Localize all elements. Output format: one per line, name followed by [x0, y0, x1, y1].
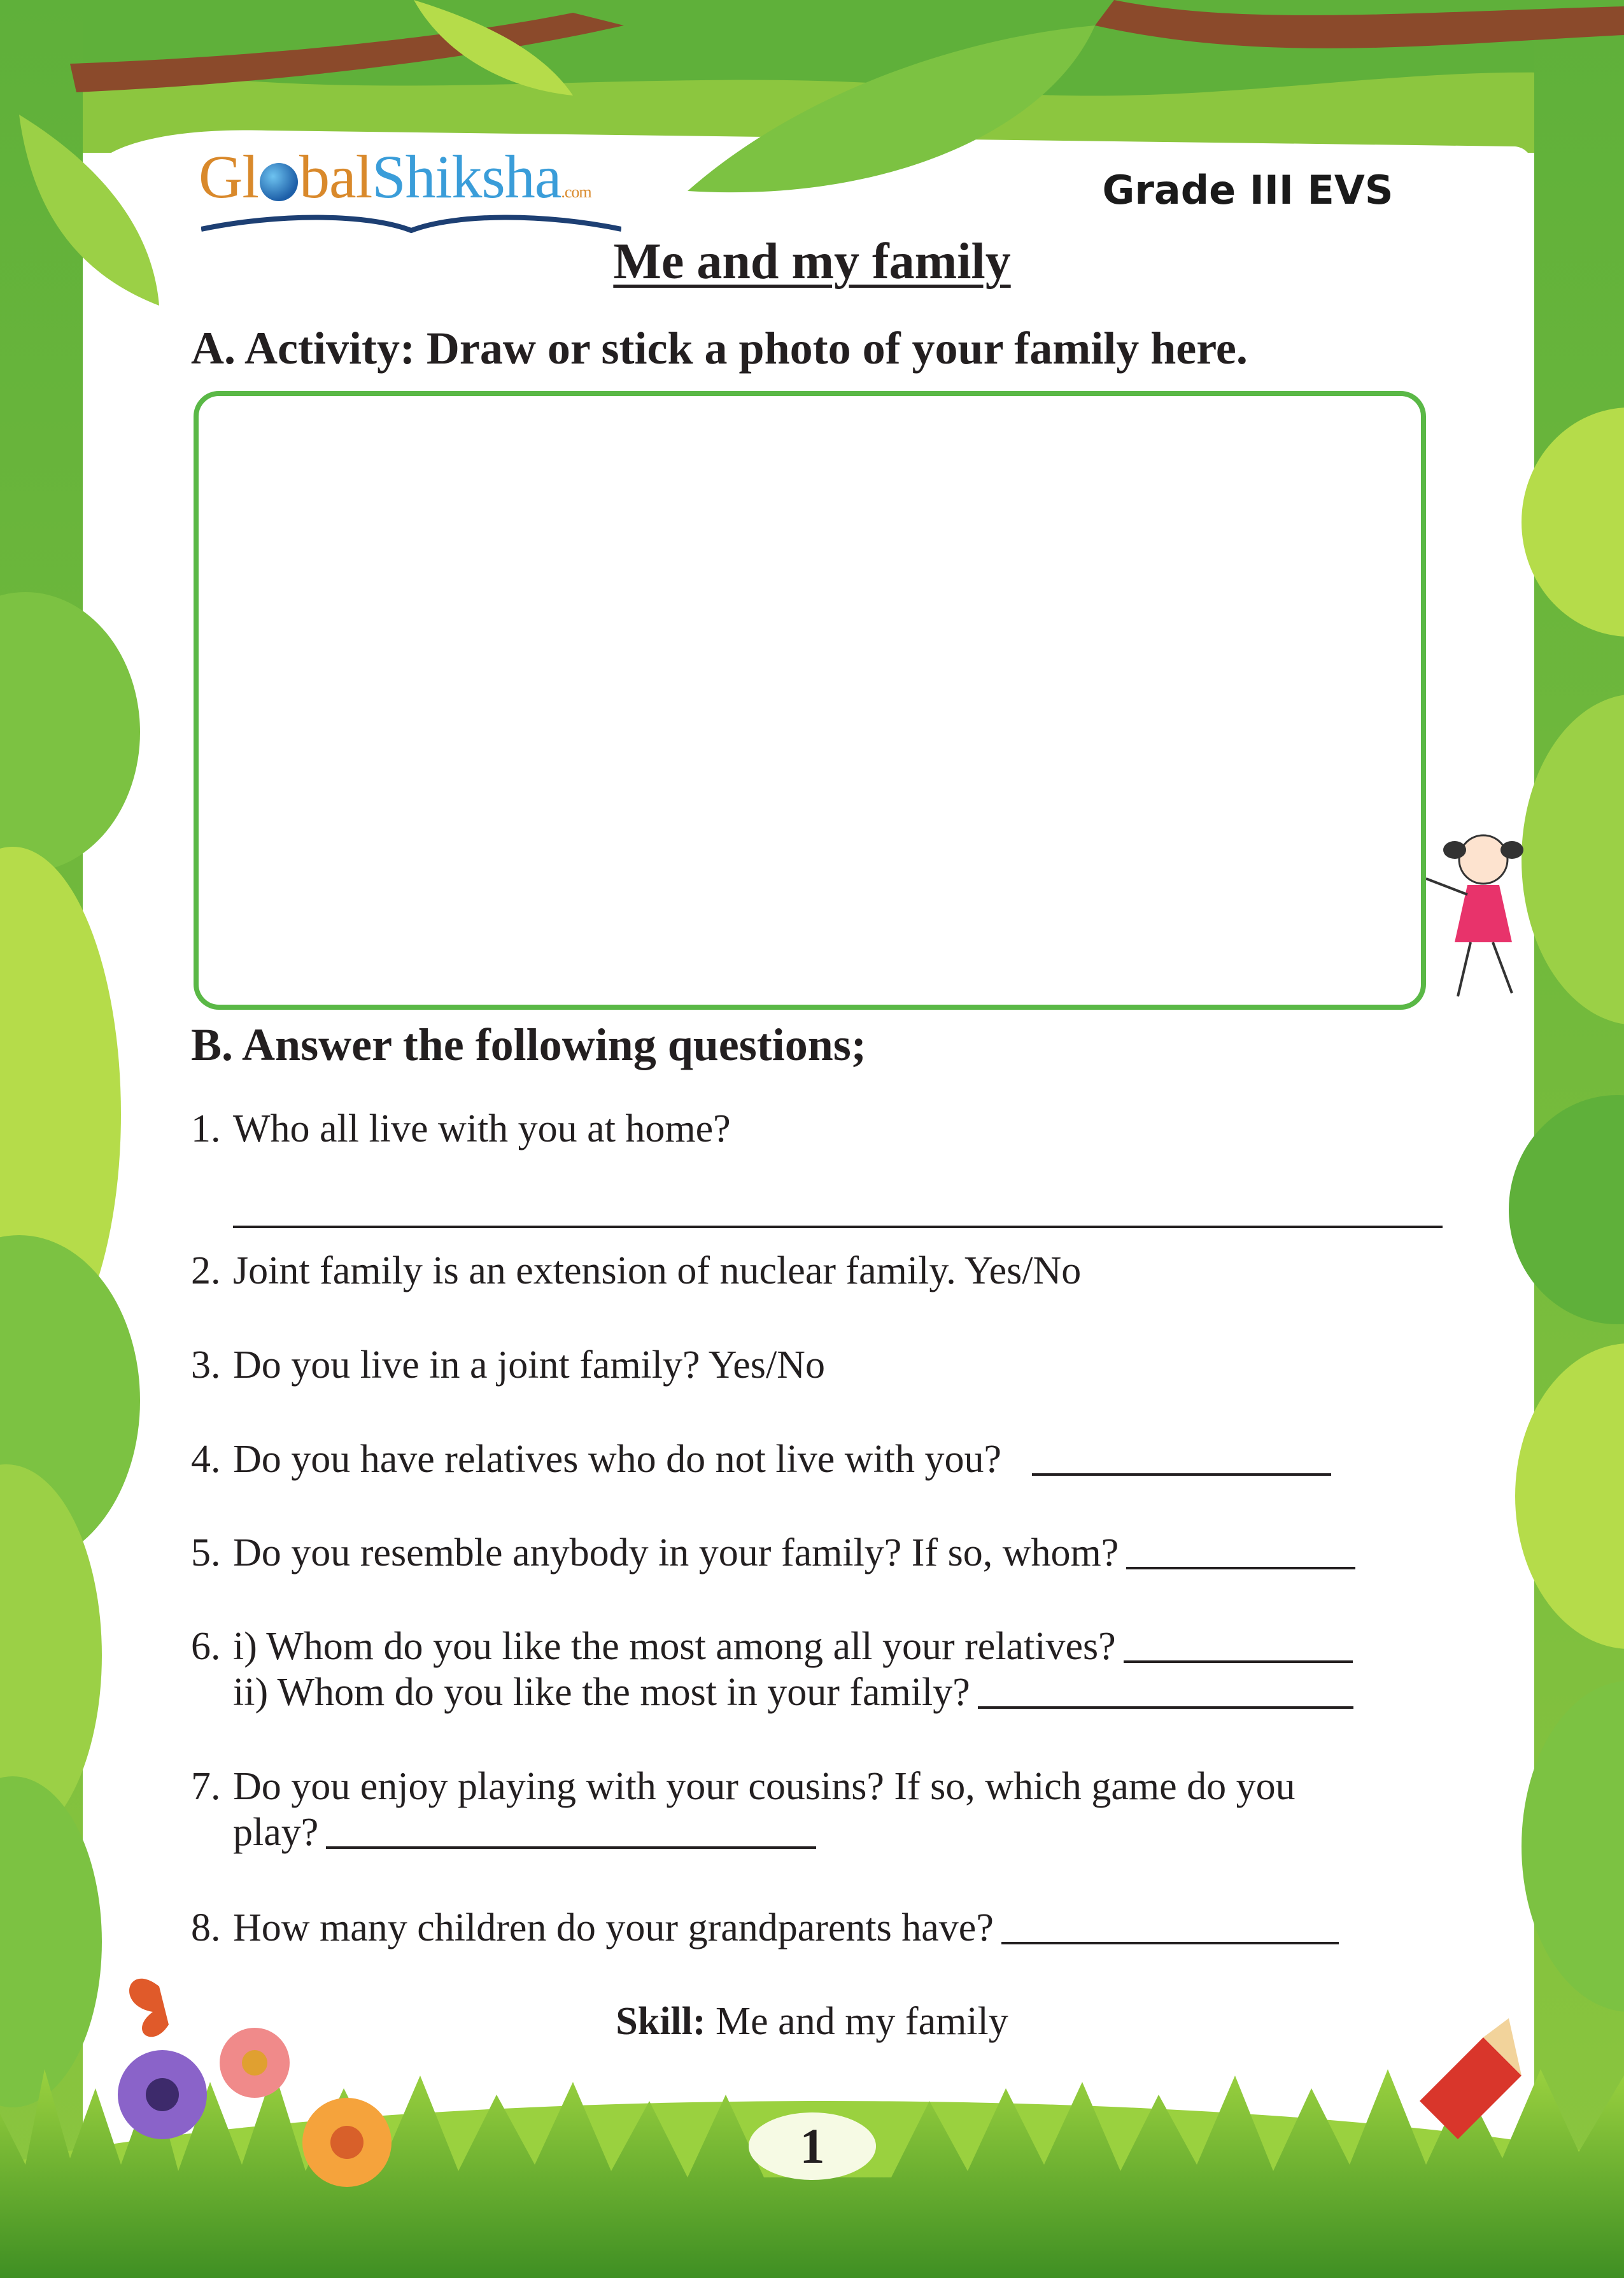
question-6-line-2	[191, 1669, 1353, 1715]
logo-wordmark	[199, 143, 632, 211]
girl-head	[1459, 835, 1507, 884]
question-number: 5.	[191, 1531, 221, 1574]
question-text: Who all live with you at home?	[233, 1107, 731, 1150]
answer-blank-q7[interactable]	[326, 1813, 816, 1849]
logo-shiksha-part: Shiksha	[372, 143, 561, 211]
question-number: 1.	[191, 1107, 221, 1150]
flower-center	[146, 2078, 179, 2111]
logo-book-icon	[201, 210, 621, 236]
answer-blank-q8[interactable]	[1001, 1909, 1339, 1944]
question-text: Do you have relatives who do not live with you?	[233, 1438, 1002, 1481]
flower-center	[330, 2126, 364, 2159]
girl-hair	[1500, 841, 1523, 859]
question-number: 7.	[191, 1765, 221, 1808]
question-6-line-1	[191, 1624, 1353, 1669]
question-4	[191, 1436, 1331, 1482]
question-number: 8.	[191, 1906, 221, 1949]
logo-global-rest: bal	[299, 143, 372, 211]
question-number: 4.	[191, 1438, 221, 1481]
globalshiksha-logo	[199, 143, 632, 242]
answer-blank-q6ii[interactable]	[978, 1673, 1353, 1709]
question-1	[191, 1106, 731, 1152]
family-photo-box[interactable]	[194, 391, 1426, 1010]
question-7-line-1	[191, 1764, 1296, 1809]
section-a-heading: A. Activity: Draw or stick a photo of your family here.	[191, 323, 1248, 374]
skill-value: Me and my family	[705, 2000, 1008, 2043]
question-2	[191, 1248, 1081, 1294]
answer-blank-q4[interactable]	[1032, 1440, 1331, 1476]
page-title: Me and my family	[613, 234, 1011, 290]
question-6	[191, 1624, 1353, 1715]
answer-blank-q6i[interactable]	[1124, 1627, 1353, 1663]
girl-hair	[1443, 841, 1466, 859]
answer-line-q1[interactable]	[233, 1226, 1443, 1228]
question-text: play?	[233, 1811, 319, 1854]
answer-blank-q5[interactable]	[1126, 1534, 1355, 1569]
question-5	[191, 1530, 1355, 1576]
question-text: ii) Whom do you like the most in your family?	[233, 1671, 970, 1714]
skill-line	[0, 1999, 1624, 2044]
section-b-heading: B. Answer the following questions;	[191, 1019, 866, 1070]
question-text: Do you live in a joint family? Yes/No	[233, 1343, 825, 1387]
question-7	[191, 1764, 1296, 1855]
question-7-line-2	[191, 1809, 1296, 1855]
question-number: 2.	[191, 1249, 221, 1292]
book-curve	[201, 217, 621, 230]
question-8	[191, 1905, 1339, 1951]
question-3	[191, 1342, 825, 1388]
question-text: How many children do your grandparents have?	[233, 1906, 994, 1949]
question-number: 6.	[191, 1625, 221, 1668]
grade-label: Grade III EVS	[1102, 167, 1394, 213]
logo-global-part: Gl	[199, 143, 258, 211]
flower-center	[242, 2050, 267, 2076]
page-number: 1	[749, 2112, 876, 2180]
skill-label: Skill:	[616, 2000, 706, 2043]
left-bush	[0, 1776, 102, 2107]
question-text: i) Whom do you like the most among all your relatives?	[233, 1625, 1116, 1668]
question-number: 3.	[191, 1343, 221, 1387]
logo-globe-icon	[260, 163, 298, 201]
logo-com-part: .com	[561, 183, 591, 201]
question-text: Do you resemble anybody in your family? If so, whom?	[233, 1531, 1119, 1574]
question-text: Joint family is an extension of nuclear family. Yes/No	[233, 1249, 1082, 1292]
question-text: Do you enjoy playing with your cousins? If so, which game do you	[233, 1765, 1296, 1808]
